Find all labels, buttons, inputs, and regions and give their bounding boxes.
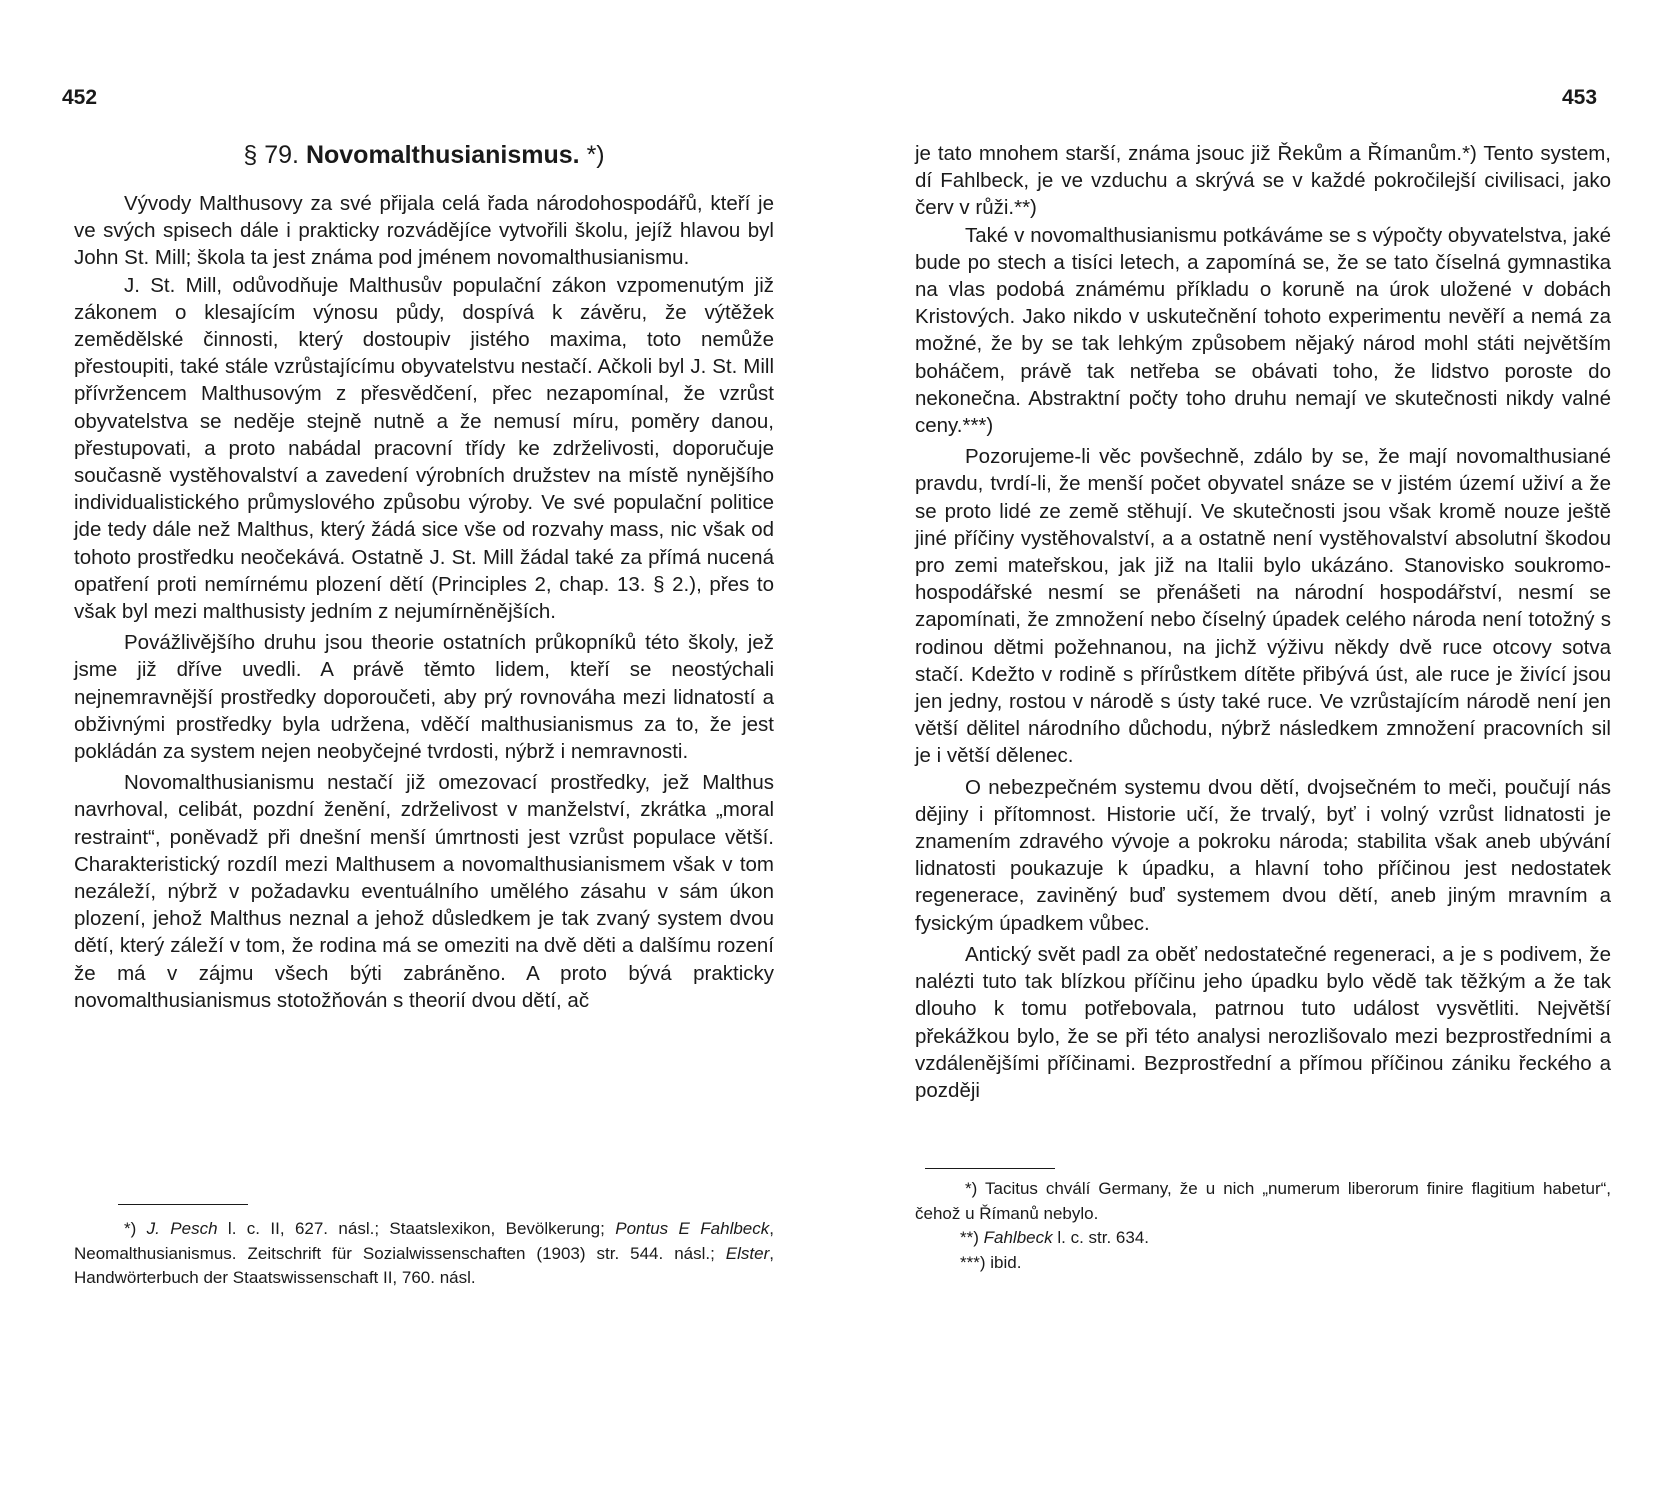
footnote-author: Pontus E Fahlbeck (615, 1219, 770, 1238)
footnote-text: ibid. (985, 1252, 1022, 1272)
right-page-body (915, 140, 1611, 1104)
footnote (915, 1251, 1611, 1276)
paragraph: je tato mnohem starší, známa jsouc již Řekům a Římanům.*) Tento system, dí Fahlbeck, je ve vzduchu a skrývá se v každé pokročilejší civilisaci, jako červ v růži.**) (915, 142, 1611, 220)
footnote-text: Tacitus chválí Germany, že u nich „numerum liberorum finire flagitium habetur“, čehož u Římanů nebylo. (915, 1179, 1611, 1223)
left-footnotes (74, 1217, 774, 1291)
paragraph: J. St. Mill, odůvodňuje Malthusův populační zákon vzpomenutým již zákonem o klesajícím výnosu půdy, dospívá k závěru, že výtěžek zemědělské činnosti, který dostoupiv jistého maxima, toto nemůže přestoupiti, také stále vzrůstajícímu obyvatelstvu nestačí. Ačkoli byl J. St. Mill přívržencem Malthusovým z přesvědčení, přec nezapomínal, že vzrůst obyvatelstva se neděje stejně nutně a že nemusí míru, poměry danou, přestupovati, a proto nabádal pracovní třídy ke zdrželivosti, doporučuje současně vystěhovalství a zavedení výrobních družstev na místě nynějšího individualistického průmyslového způsobu výroby. Ve své populační politice jde tedy dále než Malthus, který žádá sice vše od rozvahy mass, nic však od tohoto prostředku neočekává. Ostatně J. St. Mill žádal také za přímá nucená opatření proti nemírnému plození dětí (Principles 2, chap. 13. § 2.), přes to však byl mezi malthusisty jedním z nejumírněnějších. (74, 273, 774, 624)
paragraph: Povážlivějšího druhu jsou theorie ostatních průkopníků této školy, jež jsme již dříve uvedli. A právě těmto lidem, kteří se neostýchali nejnemravnější prostředky doporoučeti, aby prý rovnováha mezi lidnatostí a obživnými prostředky byla udržena, vděčí malthusianismus za to, že jest pokládán za system nejen neobyčejné tvrdosti, nýbrž i nemravnosti. (74, 631, 774, 764)
right-footnotes (915, 1177, 1611, 1275)
footnote (915, 1226, 1611, 1251)
footnote-author: J. Pesch (146, 1219, 218, 1238)
paragraph: Pozorujeme-li věc povšechně, zdálo by se, že mají novomalthusiané pravdu, tvrdí-li, že menší počet obyvatel snáze se v jistém území uživí a že se proto lidé ze země stěhují. Ve skutečnosti jsou však kromě nouze ještě jiné příčiny vystěhovalství, a a ostatně není vystěhovalství absolutní škodou pro zemi mateřskou, jak již na Italii bylo ukázáno. Stanovisko soukromo-hospodářské nesmí se přenášeti na národní hospodářství, nesmí se zapomínati, že zmnožení nebo číselný úpadek celého národa není totožný s rodinou dětmi požehnanou, na jichž výživu někdy dvě ruce otcovy sotva stačí. Kdežto v rodině s přírůstkem dítěte přibývá úst, ale ruce je živící jsou jen jedny, rostou v národě s ústy také ruce. Ve vzrůstajícím národě není jen větší dělitel národního důchodu, nýbrž následkem zmnožení pracovních sil je i větší dělenec. (915, 445, 1611, 768)
footnote-mark: ***) (960, 1252, 986, 1272)
section-number: § 79. (243, 141, 299, 169)
paragraph: Novomalthusianismu nestačí již omezovací prostředky, jež Malthus navrhoval, celibát, pozdní ženění, zdrželivost v manželství, zkrátka „moral restraint“, poněvadž při dnešní menší úmrtnosti jest vzrůst populace větší. Charakteristický rozdíl mezi Malthusem a novomalthusianismem však v tom nezáleží, nýbrž v požadavku eventuálního umělého zásahu v sám úkon plození, jehož Malthus neznal a jehož důsledkem je tak zvaný system dvou dětí, který záleží v tom, že rodina má se omeziti na dvě děti a dalšímu rození že má v zájmu všech býti zabráněno. A proto bývá prakticky novomalthusianismus stotožňován s theorií dvou dětí, ač (74, 771, 774, 1012)
footnote (915, 1177, 1611, 1226)
paragraph: O nebezpečném systemu dvou dětí, dvojsečném to meči, poučují nás dějiny i přítomnost. Historie učí, že trvalý, byť i volný vzrůst lidnatosti je znamením zdravého vývoje a pokroku národa; stabilita však aneb ubývání lidnatosti poukazuje k úpadku, a hlavní toho příčinou jest nedostatek regenerace, zaviněný buď systemem dvou dětí, aneb jiným mravním a fysickým úpadkem vůbec. (915, 775, 1611, 935)
section-title: Novomalthusianismus. (305, 141, 580, 169)
footnote-text: , Neomalthusianismus. Zeitschrift für Sozialwissenschaften (1903) str. 544. násl.; (74, 1219, 774, 1263)
footnote-text: l. c. str. 634. (1052, 1228, 1149, 1247)
paragraph: Také v novomalthusianismu potkáváme se s výpočty obyvatelstva, jaké bude po stech a tisíci letech, a zapomíná se, že se tato číselná gymnastika na vlas podobá známému příkladu o koruně na úrok uložené v dobách Kristových. Jako nikdo v uskutečnění tohoto experimentu nevěří a nemá za možné, že by se tak lehkým způsobem nějaký národ mohl státi největším boháčem, právě tak netřeba se obávati toho, že lidstvo poroste do nekonečna. Abstraktní počty toho druhu nemají ve skutečnosti nikdy valné ceny.***) (915, 223, 1611, 438)
footnote-text: l. c. II, 627. násl.; Staatslexikon, Bevölkerung; (217, 1219, 616, 1238)
section-heading (74, 140, 774, 170)
footnote-mark: **) (960, 1228, 979, 1247)
footnote-author: Elster (725, 1243, 770, 1263)
footnote-mark: *) (586, 141, 605, 169)
footnote (74, 1217, 774, 1291)
footnote-rule (118, 1204, 248, 1205)
paragraph: Antický svět padl za oběť nedostatečné regeneraci, a je s podivem, že nalézti tuto tak blízkou příčinu jeho úpadku bylo vědě tak těžkým a že tak dlouho k tomu potřebovala, patrnou tuto událost vysvětliti. Největší překážkou bylo, že se při této analysi nerozlišovalo mezi bezprostředními a vzdálenějšími příčinami. Bezprostřední a přímou příčinou zániku řeckého a později (915, 942, 1611, 1102)
paragraph: Vývody Malthusovy za své přijala celá řada národohospodářů, kteří je ve svých spisech dále i prakticky rozvádějíce vytvořili školu, jejíž hlavou byl John St. Mill; škola ta jest známa pod jménem novomalthusianismu. (74, 192, 774, 270)
page-number-left: 452 (62, 86, 98, 109)
footnote-text: , Handwörterbuch der Staatswissenschaft II, 760. násl. (74, 1243, 774, 1287)
footnote-rule (925, 1168, 1055, 1169)
footnote-mark: *) (124, 1219, 137, 1238)
footnote-mark: *) (965, 1179, 978, 1198)
left-page-body (74, 140, 774, 1014)
page-number-right: 453 (1562, 86, 1598, 109)
footnote-author: Fahlbeck (983, 1228, 1053, 1247)
